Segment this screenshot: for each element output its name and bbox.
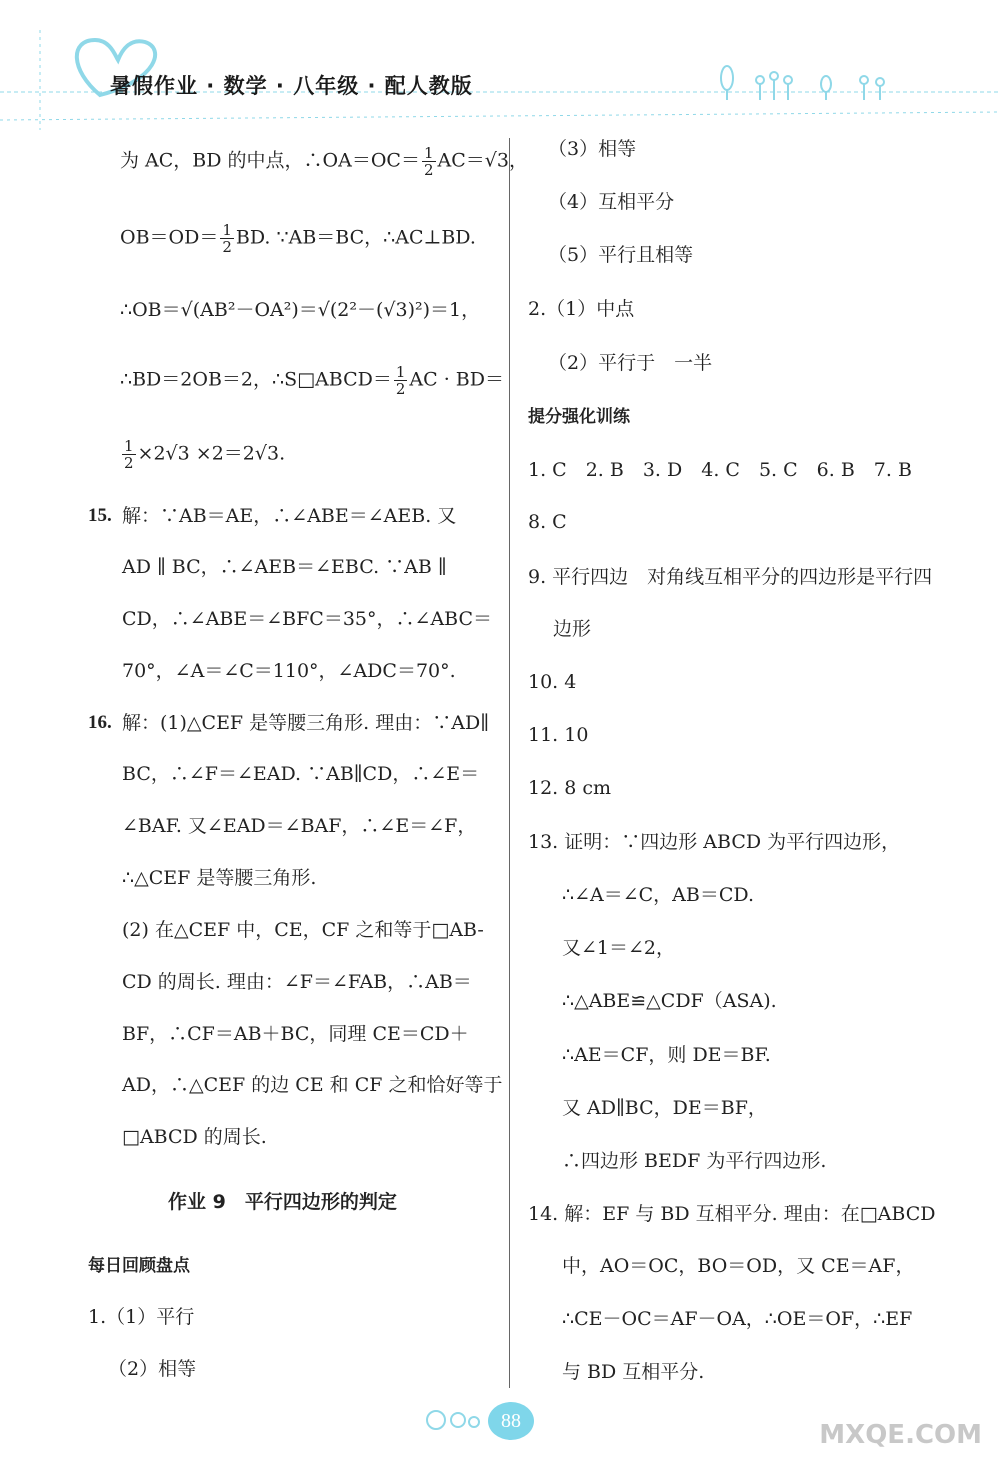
text-line: 又 AD∥BC，DE＝BF， [562,1097,767,1119]
text-line: 14. 解：EF 与 BD 互相平分. 理由：在□ABCD [528,1203,936,1225]
text-line: 中，AO＝OC，BO＝OD，又 CE＝AF， [562,1255,915,1277]
header-title: 暑假作业 · 数学 · 八年级 · 配人教版 [110,74,473,98]
text-fragment: OB＝OD＝ [120,226,219,249]
text-fragment: ×2√3 ×2＝2√3. [137,442,286,465]
text-fragment: AC＝√3， [437,149,528,172]
text-line: ∴△CEF 是等腰三角形. [122,867,317,889]
text-line: （5）平行且相等 [548,244,694,266]
text-line [120,222,476,255]
text-line: 12. 8 cm [528,777,612,799]
text-fragment: ∴BD＝2OB＝2，∴S□ABCD＝ [120,368,392,391]
page-header [0,0,1000,130]
fraction: $\frac{1}{2}$ [222,221,232,256]
text-fragment: BD. ∵AB＝BC，∴AC⊥BD. [235,226,476,249]
section-heading: 每日回顾盘点 [88,1256,190,1276]
text-line: AD ∥ BC，∴∠AEB＝∠EBC. ∵AB ∥ [122,556,447,578]
page-number: 88 [488,1402,534,1440]
text-line [120,438,285,471]
text-line: BC，∴∠F＝∠EAD. ∵AB∥CD，∴∠E＝ [122,763,480,785]
text-fragment: AC · BD＝ [409,368,504,391]
text-line: AD，∴△CEF 的边 CE 和 CF 之和恰好等于 [122,1074,503,1096]
text-line [120,364,504,397]
text-line: 1.（1）平行 [88,1306,195,1328]
text-line: (2) 在△CEF 中，CE，CF 之和等于□AB- [122,919,484,941]
text-line: ∴CE－OC＝AF－OA，∴OE＝OF，∴EF [562,1308,913,1330]
text-fragment: 为 AC，BD 的中点，∴OA＝OC＝ [120,149,420,172]
text-line: 8. C [528,511,567,533]
text-line: ∴四边形 BEDF 为平行四边形. [562,1150,827,1172]
column-divider [509,138,510,1388]
text-line: 70°，∠A＝∠C＝110°，∠ADC＝70°. [122,660,456,682]
text-line: ∴△ABE≌△CDF（ASA). [562,990,777,1012]
question-number: 15. [88,505,112,526]
fraction: $\frac{1}{2}$ [395,363,406,398]
question-number: 16. [88,712,112,733]
text-line: （2）平行于 一半 [548,352,713,374]
fraction: $\frac{1}{2}$ [423,144,434,179]
section-heading: 提分强化训练 [528,407,630,427]
text-line: 边形 [553,618,592,640]
text-line: 9. 平行四边 对角线互相平分的四边形是平行四 [528,566,933,588]
text-line [120,145,528,178]
text-line: 1. C 2. B 3. D 4. C 5. C 6. B 7. B [528,459,912,481]
text-line: 解：∵AB＝AE，∴∠ABE＝∠AEB. 又 [122,505,457,527]
text-line: ∴OB＝√(AB²－OA²)＝√(2²－(√3)²)＝1， [120,299,481,321]
heart-decoration-icon [0,0,1000,130]
text-line: □ABCD 的周长. [122,1126,267,1148]
text-line: 与 BD 互相平分. [562,1361,705,1383]
fraction: $\frac{1}{2}$ [124,437,134,472]
text-line: 11. 10 [528,724,589,746]
watermark: MXQE.COM [819,1420,982,1450]
section-title: 作业 9 平行四边形的判定 [168,1191,397,1213]
text-line: 10. 4 [528,671,577,693]
text-line: CD，∴∠ABE＝∠BFC＝35°，∴∠ABC＝ [122,608,493,630]
text-line: ∴∠A＝∠C，AB＝CD. [562,884,755,906]
text-line: （2）相等 [108,1358,197,1380]
text-line: CD 的周长. 理由：∠F＝∠FAB，∴AB＝ [122,971,472,993]
text-line: 2.（1）中点 [528,298,635,320]
text-line: 又∠1＝∠2， [562,937,676,959]
text-line: （4）互相平分 [548,191,675,213]
text-line: （3）相等 [548,138,637,160]
text-line: BF，∴CF＝AB＋BC，同理 CE＝CD＋ [122,1023,469,1045]
text-line: ∠BAF. 又∠EAD＝∠BAF，∴∠E＝∠F， [122,815,477,837]
text-line: ∴AE＝CF，则 DE＝BF. [562,1044,771,1066]
text-line: 13. 证明：∵四边形 ABCD 为平行四边形， [528,831,901,853]
text-line: 解：(1)△CEF 是等腰三角形. 理由：∵AD∥ [122,712,489,734]
